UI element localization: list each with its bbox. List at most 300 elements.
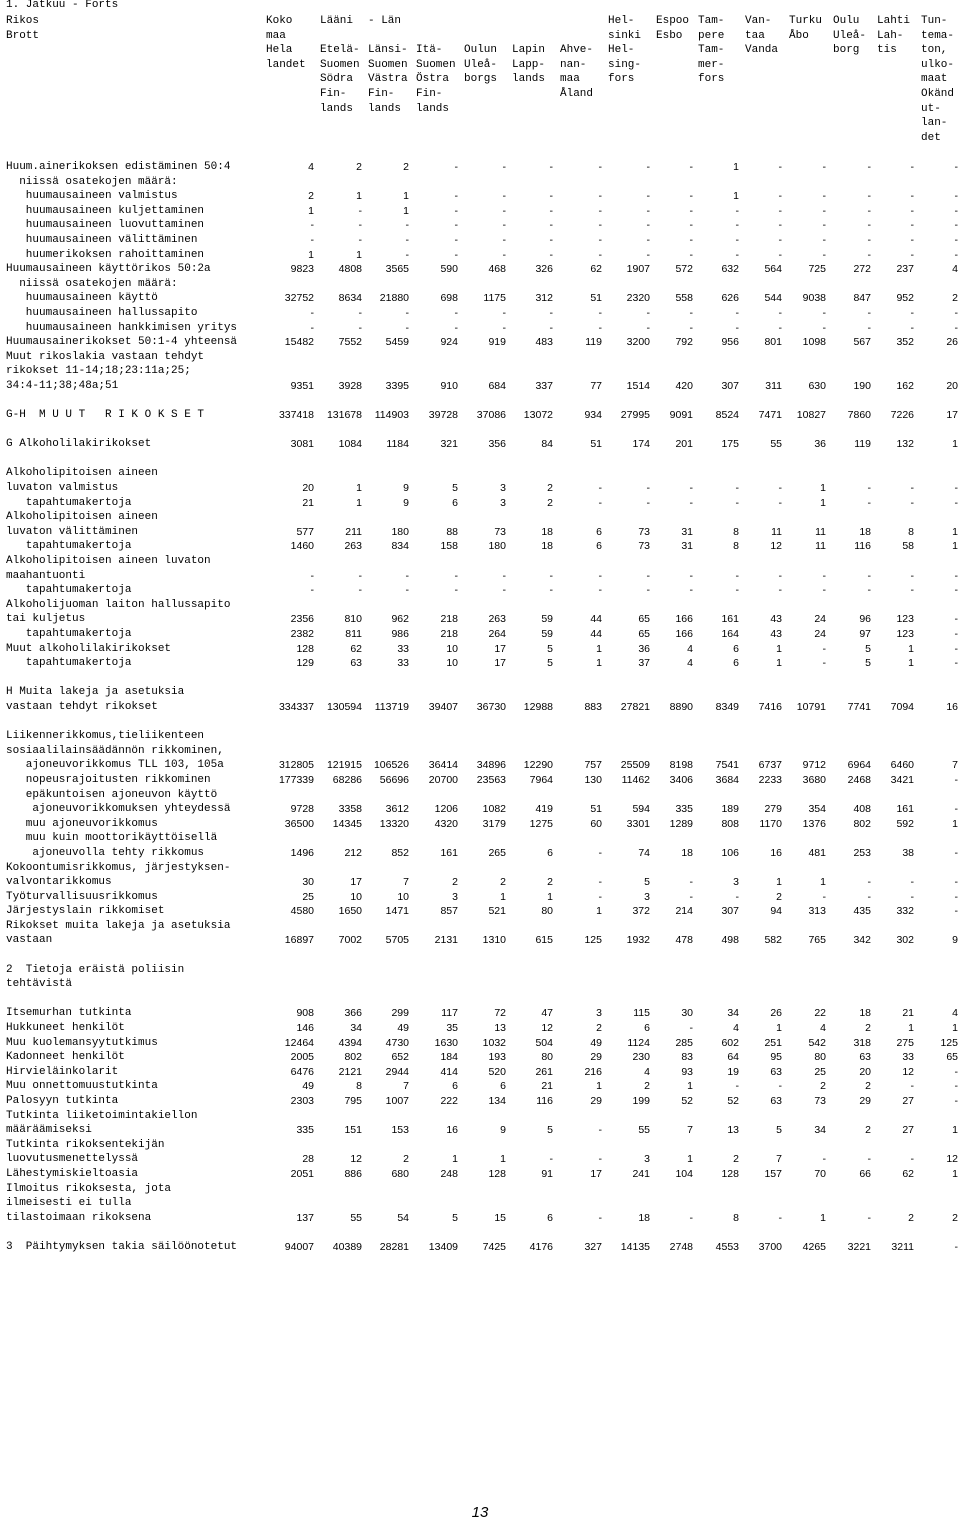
table-cell: 10 (446, 657, 458, 670)
table-cell: 161 (896, 803, 914, 816)
table-cell: 9091 (669, 409, 693, 422)
row-label: muu kuin moottorikäyttöisellä (6, 832, 218, 845)
table-cell: 180 (391, 525, 409, 538)
table-cell: 1098 (802, 336, 826, 349)
table-cell: 1460 (290, 540, 314, 553)
table-cell: 4 (644, 1065, 650, 1078)
table-cell: - (689, 569, 693, 582)
table-cell: 572 (675, 263, 693, 276)
table-cell: 1 (820, 496, 826, 509)
table-cell: 12290 (523, 759, 553, 772)
table-cell: 468 (488, 263, 506, 276)
table-cell: - (689, 161, 693, 173)
table-row (0, 452, 960, 467)
table-cell: 4580 (290, 905, 314, 918)
table-row (0, 1109, 960, 1124)
table-cell: - (954, 496, 958, 509)
table-cell: 56696 (379, 773, 409, 786)
row-label: Tutkinta liiketoimintakiellon (6, 1109, 198, 1122)
table-cell: 352 (896, 336, 914, 349)
table-cell: 212 (344, 846, 362, 859)
column-header-text: lands (416, 102, 450, 115)
table-cell: 6476 (290, 1065, 314, 1078)
row-label: huumerikoksen rahoittaminen (6, 248, 205, 261)
table-row (0, 948, 960, 963)
row-label: Rikokset muita lakeja ja asetuksia (6, 919, 231, 932)
row-label: vastaan tehdyt rikokset (6, 700, 158, 713)
table-cell: 88 (446, 525, 458, 538)
table-cell: 80 (541, 905, 553, 918)
table-cell: 420 (675, 379, 693, 392)
table-cell: 811 (345, 628, 362, 640)
table-cell: - (954, 321, 958, 334)
column-header-text: tema- (921, 29, 955, 42)
table-cell: 5 (452, 1211, 458, 1224)
table-cell: - (867, 584, 871, 597)
table-cell: 7094 (890, 700, 914, 713)
table-cell: 43 (770, 613, 782, 626)
table-cell: 113719 (374, 700, 409, 713)
table-cell: 4 (952, 263, 958, 276)
table-cell: 158 (440, 540, 458, 553)
table-cell: 582 (764, 934, 782, 947)
table-cell: 18 (541, 540, 553, 553)
table-cell: 37 (638, 657, 650, 670)
table-cell: 222 (440, 1095, 458, 1107)
table-cell: - (454, 569, 458, 582)
table-row (0, 350, 960, 365)
table-cell: 5 (547, 642, 553, 655)
table-cell: 184 (440, 1051, 458, 1064)
table-cell: 64 (727, 1051, 739, 1064)
table-cell: 10791 (796, 700, 826, 713)
table-cell: - (822, 321, 826, 334)
row-label: luvaton välittäminen (6, 525, 139, 538)
row-label: sosiaalilainsäädännön rikkominen, (6, 744, 224, 757)
column-header-text: Lapp- (512, 58, 546, 71)
table-cell: 1630 (434, 1036, 458, 1049)
table-cell: 795 (344, 1095, 362, 1107)
table-cell: 65 (946, 1051, 958, 1064)
table-cell: 2 (500, 876, 506, 889)
table-cell: 498 (721, 934, 739, 947)
table-cell: 2320 (626, 292, 650, 305)
table-row (0, 919, 960, 934)
table-cell: - (778, 1211, 782, 1224)
table-row (0, 569, 960, 584)
table-cell: 1 (908, 657, 914, 670)
table-cell: 24 (814, 628, 826, 640)
table-cell: - (954, 204, 958, 217)
table-cell: - (689, 584, 693, 597)
table-cell: 1 (776, 876, 782, 889)
table-cell: - (310, 219, 314, 232)
table-cell: 134 (488, 1095, 506, 1107)
table-cell: - (646, 321, 650, 334)
table-cell: - (689, 248, 693, 261)
table-cell: 808 (721, 817, 739, 830)
column-header-text: landet (266, 58, 306, 71)
table-cell: 285 (675, 1036, 693, 1049)
table-cell: - (689, 219, 693, 232)
row-label: muu ajoneuvorikkomus (6, 817, 158, 830)
table-cell: 174 (632, 438, 650, 451)
table-cell: - (822, 248, 826, 261)
table-cell: 802 (344, 1051, 362, 1064)
row-label: Muut alkoholilakirikokset (6, 642, 172, 655)
table-cell: 11 (815, 540, 826, 553)
table-cell: 2051 (290, 1167, 314, 1180)
table-cell: 40389 (332, 1240, 362, 1253)
table-cell: 632 (721, 263, 739, 276)
table-cell: 237 (896, 263, 914, 276)
table-cell: 8524 (715, 409, 739, 422)
row-label: Alkoholipitoisen aineen (6, 467, 158, 480)
table-cell: - (646, 233, 650, 246)
table-cell: - (405, 248, 409, 261)
table-cell: - (689, 204, 693, 217)
row-label: niissä osatekojen määrä: (6, 277, 178, 290)
row-label: luvaton valmistus (6, 482, 119, 495)
table-cell: 162 (896, 379, 914, 392)
table-row (0, 175, 960, 190)
row-label: tapahtumakertoja (6, 628, 132, 640)
table-cell: - (598, 876, 602, 889)
table-cell: 337418 (278, 409, 314, 422)
row-label: G Alkoholilakirikokset (6, 438, 152, 451)
row-label: ilmeisesti ei tulla (6, 1197, 132, 1210)
table-row (0, 715, 960, 730)
table-cell: 1289 (669, 817, 693, 830)
table-cell: 1170 (759, 817, 782, 830)
table-cell: - (910, 306, 914, 319)
table-cell: 342 (853, 934, 871, 947)
table-cell: - (549, 204, 553, 217)
page-number: 13 (471, 1504, 489, 1521)
table-cell: 25 (814, 1065, 826, 1078)
table-cell: 334337 (278, 700, 314, 713)
table-cell: - (867, 890, 871, 903)
table-cell: 29 (859, 1095, 871, 1107)
table-cell: 2 (820, 1080, 826, 1093)
table-cell: 7 (403, 876, 409, 889)
table-cell: 21 (302, 496, 314, 509)
table-cell: - (778, 219, 782, 232)
table-cell: 16 (946, 700, 958, 713)
column-header-text: nan- (560, 58, 587, 71)
table-cell: - (549, 233, 553, 246)
table-cell: 21880 (379, 292, 409, 305)
row-label: Hirvieläinkolarit (6, 1065, 119, 1078)
column-header-text: Lääni (320, 15, 354, 27)
table-cell: 29 (590, 1095, 602, 1107)
table-cell: 8 (908, 525, 914, 538)
row-label: Muu onnettomuustutkinta (6, 1080, 158, 1093)
table-cell: - (598, 846, 602, 859)
table-cell: 1471 (385, 905, 409, 918)
table-cell: 11 (815, 525, 826, 538)
statistics-table (0, 160, 960, 1255)
column-header-text: det (921, 131, 941, 144)
table-cell: 652 (391, 1051, 409, 1064)
table-cell: 2 (865, 1124, 871, 1137)
table-cell: - (598, 161, 602, 173)
table-cell: - (778, 233, 782, 246)
table-cell: 128 (488, 1167, 506, 1180)
table-cell: 6 (596, 540, 602, 553)
table-cell: - (954, 1095, 958, 1107)
row-label: Kokoontumisrikkomus, järjestyksen- (6, 861, 231, 874)
table-cell: 275 (896, 1036, 914, 1049)
table-cell: 59 (541, 613, 553, 626)
table-cell: - (867, 569, 871, 582)
column-header-text: Åland (560, 88, 594, 100)
table-cell: 852 (391, 846, 409, 859)
table-cell: 2 (644, 1080, 650, 1093)
table-cell: 1 (952, 1022, 958, 1035)
table-cell: 1 (356, 496, 362, 509)
column-header-text: fors (698, 73, 725, 86)
table-cell: 26 (946, 336, 958, 349)
row-label: Tutkinta rikoksentekijän (6, 1138, 165, 1151)
table-row (0, 510, 960, 525)
column-header-text: Länsi- (368, 44, 408, 57)
table-cell: 9 (403, 496, 409, 509)
table-cell: 3700 (758, 1240, 782, 1253)
table-cell: 1 (820, 1211, 826, 1224)
table-cell: 2 (733, 1153, 739, 1166)
table-cell: - (358, 321, 362, 334)
table-cell: 63 (770, 1095, 782, 1107)
table-cell: - (646, 569, 650, 582)
table-cell: 1 (356, 248, 362, 261)
table-cell: - (598, 219, 602, 232)
table-cell: - (502, 233, 506, 246)
table-cell: - (502, 569, 506, 582)
table-row (0, 1006, 960, 1021)
table-cell: 564 (764, 263, 782, 276)
table-cell: 32752 (284, 292, 314, 305)
table-row (0, 335, 960, 350)
table-cell: 3680 (802, 773, 826, 786)
table-cell: 7 (403, 1080, 409, 1093)
table-cell: 602 (721, 1036, 739, 1049)
column-header-text: pere (698, 29, 725, 42)
table-cell: 6 (733, 642, 739, 655)
table-row (0, 977, 960, 992)
table-cell: 594 (632, 803, 650, 816)
table-cell: 615 (535, 934, 553, 947)
table-cell: - (689, 1211, 693, 1224)
table-cell: 1 (952, 438, 958, 451)
table-cell: - (954, 890, 958, 903)
table-cell: - (822, 161, 826, 173)
column-header-text: Fin- (368, 88, 395, 100)
table-cell: 6737 (758, 759, 782, 772)
table-row (0, 1036, 960, 1051)
table-cell: 2356 (290, 613, 314, 626)
table-cell: 792 (675, 336, 693, 349)
table-cell: - (778, 1080, 782, 1093)
table-cell: 38 (902, 846, 914, 859)
table-cell: 1376 (802, 817, 826, 830)
row-label: Huumausaineen käyttörikos 50:2a (6, 263, 211, 276)
table-cell: 137 (296, 1211, 314, 1224)
table-row (0, 642, 960, 657)
column-header-text: lan- (921, 117, 948, 130)
table-cell: 65 (638, 628, 650, 640)
table-cell: 9 (500, 1124, 506, 1137)
table-cell: 153 (391, 1124, 409, 1137)
table-cell: - (822, 204, 826, 217)
table-cell: 14345 (332, 817, 362, 830)
table-cell: 9351 (290, 379, 314, 392)
table-cell: 481 (808, 846, 826, 859)
table-cell: - (646, 584, 650, 597)
table-row (0, 861, 960, 876)
table-cell: 3 (500, 496, 506, 509)
table-row (0, 1094, 960, 1109)
table-cell: - (502, 219, 506, 232)
table-cell: - (549, 321, 553, 334)
table-cell: 1 (308, 204, 314, 217)
table-cell: - (954, 628, 958, 640)
table-cell: 4 (952, 1007, 958, 1020)
row-label: Itsemurhan tutkinta (6, 1007, 132, 1020)
column-header-text: Fin- (416, 88, 443, 100)
table-cell: - (954, 482, 958, 495)
table-cell: 80 (814, 1051, 826, 1064)
table-cell: 13409 (428, 1240, 458, 1253)
table-row (0, 1065, 960, 1080)
table-cell: - (358, 569, 362, 582)
table-cell: 22 (814, 1007, 826, 1020)
table-cell: 478 (675, 934, 693, 947)
row-label: tapahtumakertoja (6, 584, 132, 597)
table-cell: 4 (308, 161, 314, 173)
table-cell: 1007 (385, 1095, 409, 1107)
table-cell: - (310, 569, 314, 582)
table-cell: 1 (403, 204, 409, 217)
table-cell: 218 (440, 613, 458, 626)
table-cell: 3395 (385, 379, 409, 392)
table-cell: 6964 (847, 759, 871, 772)
table-cell: - (822, 233, 826, 246)
table-row (0, 1196, 960, 1211)
table-cell: 7 (952, 759, 958, 772)
table-cell: 49 (397, 1022, 409, 1035)
table-cell: 1 (952, 1167, 958, 1180)
row-label: valvontarikkomus (6, 876, 112, 889)
column-header-text: Suomen (320, 58, 360, 71)
table-cell: - (867, 190, 871, 203)
table-cell: 2382 (290, 628, 314, 640)
table-cell: - (954, 569, 958, 582)
table-cell: 10827 (796, 409, 826, 422)
table-cell: 73 (814, 1095, 826, 1107)
table-cell: 11 (771, 525, 782, 538)
table-row (0, 583, 960, 598)
table-row (0, 1138, 960, 1153)
table-cell: 4808 (338, 263, 362, 276)
row-label: Järjestyslain rikkomiset (6, 905, 165, 918)
table-cell: 2303 (290, 1095, 314, 1107)
table-cell: 55 (770, 438, 782, 451)
table-cell: 17 (590, 1167, 602, 1180)
table-cell: 3612 (385, 803, 409, 816)
table-cell: - (549, 219, 553, 232)
table-cell: 6 (596, 525, 602, 538)
table-cell: 7552 (338, 336, 362, 349)
table-cell: 128 (721, 1167, 739, 1180)
table-cell: 17 (946, 409, 958, 422)
table-cell: - (954, 846, 958, 859)
table-cell: 3565 (385, 263, 409, 276)
table-cell: 18 (859, 1007, 871, 1020)
column-header-text: Östra (416, 73, 450, 86)
table-cell: 94 (770, 905, 782, 918)
table-cell: - (954, 248, 958, 261)
table-cell: 8198 (669, 759, 693, 772)
table-cell: 1 (452, 1153, 458, 1166)
row-label: tapahtumakertoja (6, 496, 132, 509)
table-cell: - (822, 1153, 826, 1166)
table-cell: 36 (638, 642, 650, 655)
table-cell: - (646, 161, 650, 173)
table-row (0, 379, 960, 394)
table-cell: 521 (488, 905, 506, 918)
table-cell: 201 (675, 438, 693, 451)
column-header-text: Hel- (608, 15, 635, 27)
table-cell: 3684 (715, 773, 739, 786)
table-cell: 3211 (891, 1240, 914, 1253)
table-cell: 810 (344, 613, 362, 626)
table-cell: 3301 (626, 817, 650, 830)
table-cell: 190 (853, 379, 871, 392)
row-label: 2 Tietoja eräistä poliisin (6, 963, 185, 976)
table-cell: 3358 (338, 803, 362, 816)
table-cell: 263 (488, 613, 506, 626)
table-cell: 366 (344, 1007, 362, 1020)
table-cell: 7964 (529, 773, 553, 786)
column-header-text: Åbo (789, 29, 809, 42)
table-row (0, 218, 960, 233)
table-cell: 337 (535, 379, 553, 392)
table-cell: 2 (908, 1211, 914, 1224)
table-cell: 924 (440, 336, 458, 349)
table-cell: 1 (596, 657, 602, 670)
table-cell: - (358, 306, 362, 319)
table-cell: 2 (952, 1211, 958, 1224)
header-left-label: Rikos (6, 15, 40, 27)
table-cell: 1496 (290, 846, 314, 859)
table-cell: 63 (770, 1065, 782, 1078)
table-cell: 886 (344, 1167, 362, 1180)
table-cell: 801 (764, 336, 782, 349)
table-cell: 6 (452, 1080, 458, 1093)
table-cell: 35 (446, 1022, 458, 1035)
table-cell: 33 (397, 657, 409, 670)
table-cell: 408 (853, 803, 871, 816)
table-cell: - (502, 321, 506, 334)
table-cell: - (405, 219, 409, 232)
row-label: tilastoimaan rikoksena (6, 1211, 152, 1224)
table-cell: 757 (584, 759, 602, 772)
table-cell: 3 (452, 890, 458, 903)
table-cell: - (910, 496, 914, 509)
row-label: tehtävistä (6, 978, 73, 991)
table-cell: 129 (296, 657, 314, 670)
